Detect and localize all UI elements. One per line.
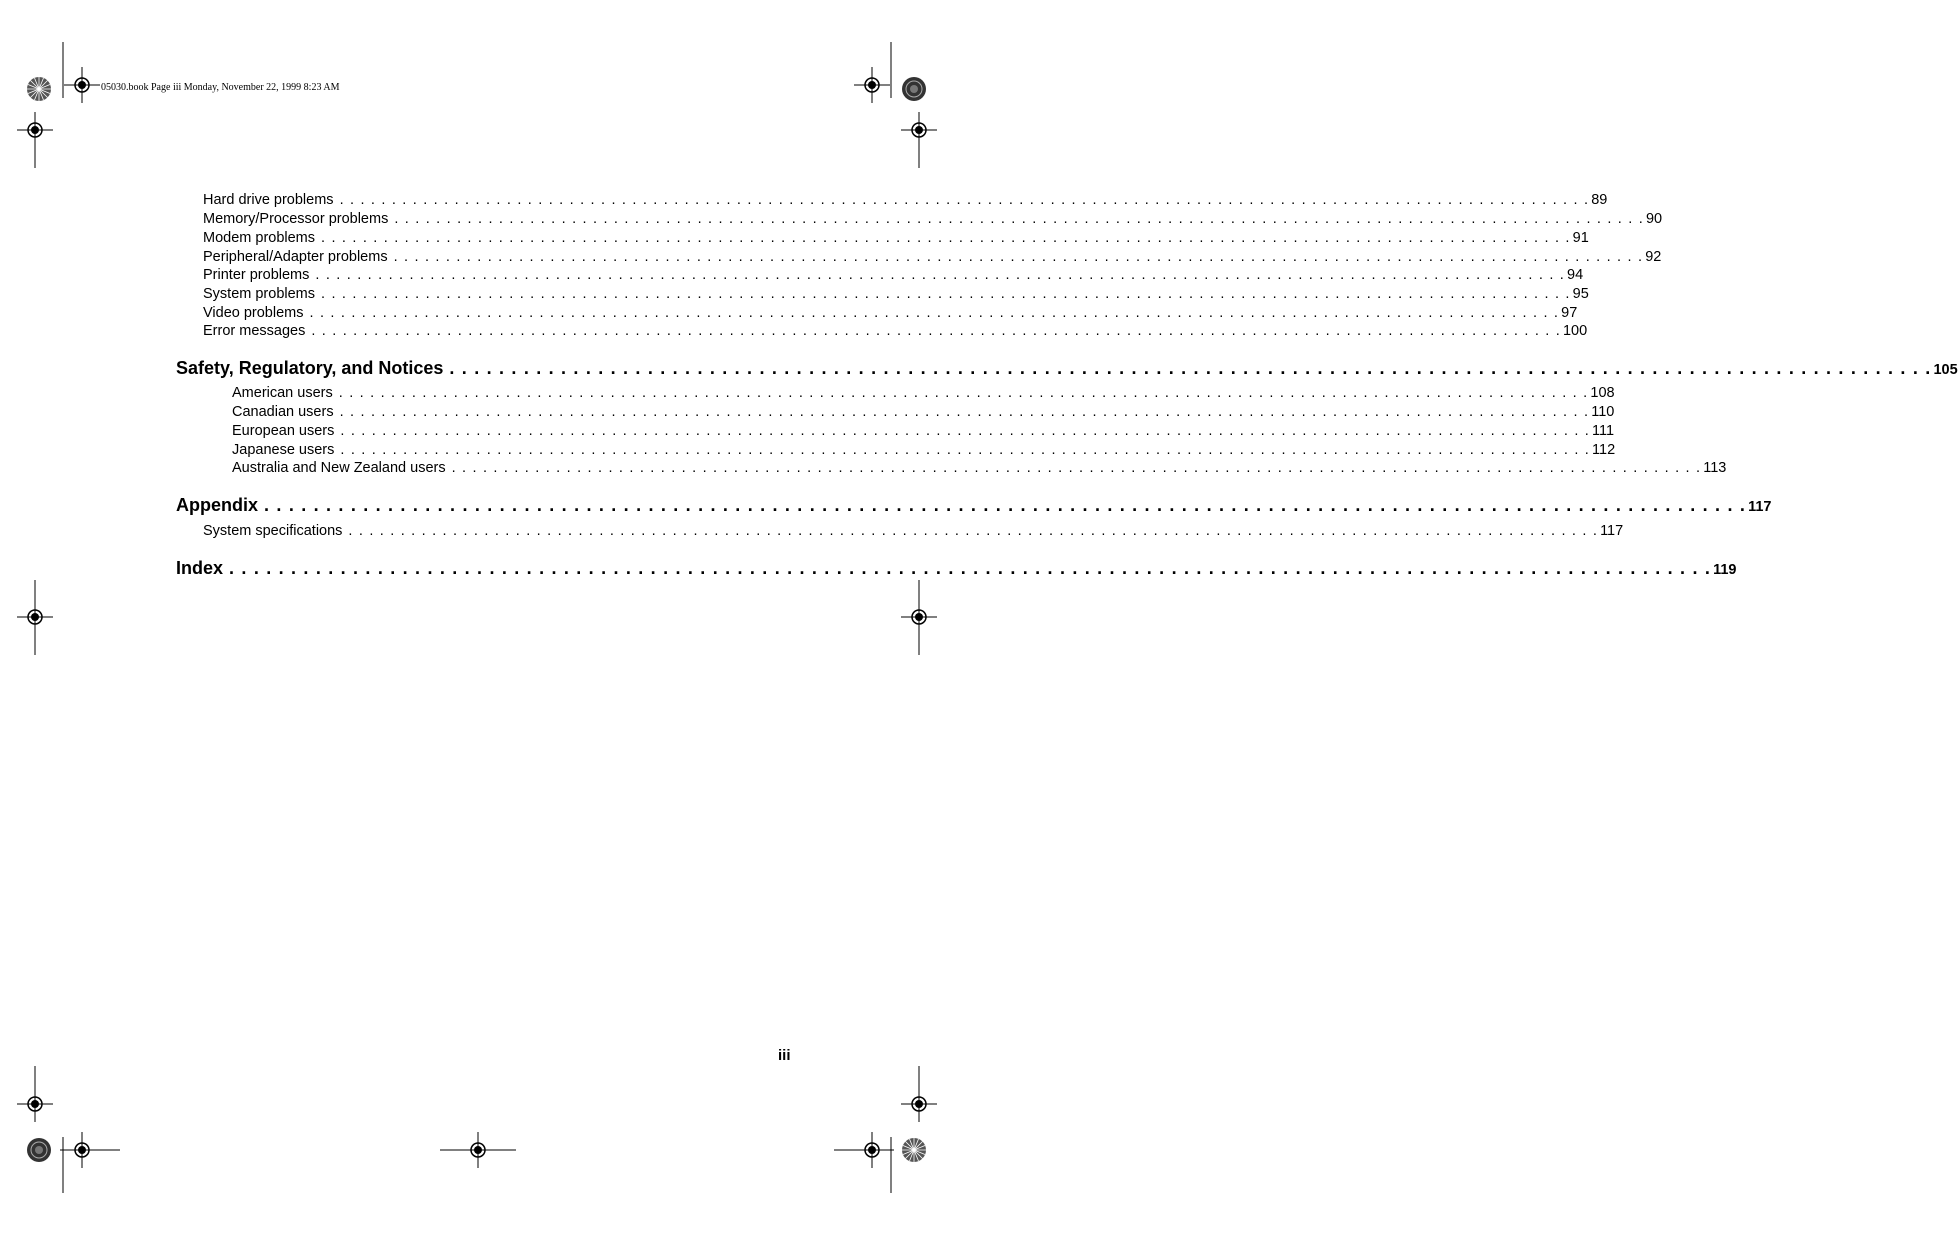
toc-entry-page: 95 xyxy=(1572,286,1589,302)
dot-leader: . . . . . . . . . . . . . . . . . . . . . . . . . . . . . . . . . . . . . . . . . . . . . . . . . . . . . . . . . . . . . . . . . . . . . . . . . . . . . . . . . . . . . . . . . . . . . . . . . . . . . . . . . . . . . . . . . . . . . . . . xyxy=(340,442,1591,458)
dot-leader: . . . . . . . . . . . . . . . . . . . . . . . . . . . . . . . . . . . . . . . . . . . . . . . . . . . . . . . . . . . . . . . . . . . . . . . . . . . . . . . . . . . . . . . . . . . . . . . . . . . . . . . . . . . . . . . . . . . . . . . . xyxy=(338,385,1589,401)
toc-entry-page: 100 xyxy=(1562,323,1588,339)
dot-leader: . . . . . . . . . . . . . . . . . . . . . . . . . . . . . . . . . . . . . . . . . . . . . . . . . . . . . . . . . . . . . . . . . . . . . . . . . . . . . . . . . . . . . . . . . . . . . . . . . . . . . . . . . . . . . . . . . . . . . . . . xyxy=(229,558,1712,578)
dot-leader: . . . . . . . . . . . . . . . . . . . . . . . . . . . . . . . . . . . . . . . . . . . . . . . . . . . . . . . . . . . . . . . . . . . . . . . . . . . . . . . . . . . . . . . . . . . . . . . . . . . . . . . . . . . . . . . . . . . . . . . . xyxy=(348,523,1599,539)
toc-entry-page: 119 xyxy=(1713,562,1737,578)
dot-leader: . . . . . . . . . . . . . . . . . . . . . . . . . . . . . . . . . . . . . . . . . . . . . . . . . . . . . . . . . . . . . . . . . . . . . . . . . . . . . . . . . . . . . . . . . . . . . . . . . . . . . . . . . . . . . . . . . . . . . . . . xyxy=(321,286,1571,302)
registration-mark-icon xyxy=(15,1084,55,1124)
page-folio: iii xyxy=(778,1047,791,1064)
toc-entry-label: Safety, Regulatory, and Notices xyxy=(176,358,444,378)
header-slug: 05030.book Page iii Monday, November 22, 1999 8:23 AM xyxy=(101,82,340,93)
star-target-icon xyxy=(901,76,927,102)
crop-marks xyxy=(0,0,954,1235)
toc-entry-label: Appendix xyxy=(176,495,259,515)
toc-entry-page: 92 xyxy=(1645,249,1662,265)
toc-entry-page: 94 xyxy=(1567,267,1584,283)
toc-entry-label: Modem problems xyxy=(203,230,316,246)
star-target-icon xyxy=(26,1137,52,1163)
toc-entry-label: Error messages xyxy=(203,323,306,339)
toc-entry-page: 113 xyxy=(1703,460,1727,476)
registration-mark-icon xyxy=(15,597,55,637)
star-target-icon xyxy=(901,1137,927,1163)
toc-entry-page: 105 xyxy=(1933,362,1958,378)
registration-mark-icon xyxy=(832,1130,912,1170)
registration-mark-icon xyxy=(899,110,939,150)
dot-leader: . . . . . . . . . . . . . . . . . . . . . . . . . . . . . . . . . . . . . . . . . . . . . . . . . . . . . . . . . . . . . . . . . . . . . . . . . . . . . . . . . . . . . . . . . . . . . . . . . . . . . . . . . . . . . . . . . . . . . . . . xyxy=(339,404,1590,420)
registration-mark-icon xyxy=(62,65,102,105)
toc-entry-label: European users xyxy=(232,423,335,439)
toc-entry-page: 110 xyxy=(1591,404,1615,420)
toc-entry-page: 117 xyxy=(1600,523,1624,539)
toc-entry-label: Japanese users xyxy=(232,442,335,458)
toc-entry-label: Memory/Processor problems xyxy=(203,211,389,227)
toc-entry-page: 97 xyxy=(1561,305,1578,321)
toc-entry-label: Video problems xyxy=(203,305,304,321)
toc-entry-label: Printer problems xyxy=(203,267,310,283)
toc-entry-page: 108 xyxy=(1590,385,1615,401)
registration-mark-icon xyxy=(899,1084,939,1124)
registration-mark-icon xyxy=(15,110,55,150)
dot-leader: . . . . . . . . . . . . . . . . . . . . . . . . . . . . . . . . . . . . . . . . . . . . . . . . . . . . . . . . . . . . . . . . . . . . . . . . . . . . . . . . . . . . . . . . . . . . . . . . . . . . . . . . . . . . . . . . . . . . . . . . xyxy=(311,323,1561,339)
dot-leader: . . . . . . . . . . . . . . . . . . . . . . . . . . . . . . . . . . . . . . . . . . . . . . . . . . . . . . . . . . . . . . . . . . . . . . . . . . . . . . . . . . . . . . . . . . . . . . . . . . . . . . . . . . . . . . . . . . . . . . . . xyxy=(340,423,1591,439)
dot-leader: . . . . . . . . . . . . . . . . . . . . . . . . . . . . . . . . . . . . . . . . . . . . . . . . . . . . . . . . . . . . . . . . . . . . . . . . . . . . . . . . . . . . . . . . . . . . . . . . . . . . . . . . . . . . . . . . . . . . . . . . xyxy=(449,358,1932,378)
toc-entry-label: Canadian users xyxy=(232,404,334,420)
dot-leader: . . . . . . . . . . . . . . . . . . . . . . . . . . . . . . . . . . . . . . . . . . . . . . . . . . . . . . . . . . . . . . . . . . . . . . . . . . . . . . . . . . . . . . . . . . . . . . . . . . . . . . . . . . . . . . . . . . . . . . . . xyxy=(451,460,1702,476)
toc-entry-page: 111 xyxy=(1592,423,1615,439)
toc-entry-page: 91 xyxy=(1572,230,1589,246)
registration-mark-icon xyxy=(899,597,939,637)
toc-entry-page: 117 xyxy=(1748,499,1772,515)
toc-entry-label: American users xyxy=(232,385,333,401)
toc-entry-label: Index xyxy=(176,558,224,578)
dot-leader: . . . . . . . . . . . . . . . . . . . . . . . . . . . . . . . . . . . . . . . . . . . . . . . . . . . . . . . . . . . . . . . . . . . . . . . . . . . . . . . . . . . . . . . . . . . . . . . . . . . . . . . . . . . . . . . . . . . . . . . . xyxy=(339,192,1590,208)
registration-mark-icon xyxy=(852,65,892,105)
toc-entry-page: 89 xyxy=(1591,192,1608,208)
toc-entry-label: System problems xyxy=(203,286,316,302)
dot-leader: . . . . . . . . . . . . . . . . . . . . . . . . . . . . . . . . . . . . . . . . . . . . . . . . . . . . . . . . . . . . . . . . . . . . . . . . . . . . . . . . . . . . . . . . . . . . . . . . . . . . . . . . . . . . . . . . . . . . . . . . xyxy=(309,305,1560,321)
dot-leader: . . . . . . . . . . . . . . . . . . . . . . . . . . . . . . . . . . . . . . . . . . . . . . . . . . . . . . . . . . . . . . . . . . . . . . . . . . . . . . . . . . . . . . . . . . . . . . . . . . . . . . . . . . . . . . . . . . . . . . . . xyxy=(393,249,1644,265)
toc-entry-label: Peripheral/Adapter problems xyxy=(203,249,388,265)
dot-leader: . . . . . . . . . . . . . . . . . . . . . . . . . . . . . . . . . . . . . . . . . . . . . . . . . . . . . . . . . . . . . . . . . . . . . . . . . . . . . . . . . . . . . . . . . . . . . . . . . . . . . . . . . . . . . . . . . . . . . . . . xyxy=(394,211,1644,227)
registration-mark-icon xyxy=(42,1130,122,1170)
toc-entry-page: 112 xyxy=(1592,442,1616,458)
toc-entry-label: Hard drive problems xyxy=(203,192,334,208)
registration-mark-icon xyxy=(438,1130,518,1170)
dot-leader: . . . . . . . . . . . . . . . . . . . . . . . . . . . . . . . . . . . . . . . . . . . . . . . . . . . . . . . . . . . . . . . . . . . . . . . . . . . . . . . . . . . . . . . . . . . . . . . . . . . . . . . . . . . . . . . . . . . . . . . . xyxy=(321,230,1571,246)
toc-entry-label: Australia and New Zealand users xyxy=(232,460,446,476)
toc-entry-page: 90 xyxy=(1645,211,1663,227)
toc-entry-label: System specifications xyxy=(203,523,343,539)
dot-leader: . . . . . . . . . . . . . . . . . . . . . . . . . . . . . . . . . . . . . . . . . . . . . . . . . . . . . . . . . . . . . . . . . . . . . . . . . . . . . . . . . . . . . . . . . . . . . . . . . . . . . . . . . . . . . . . . . . . . . . . . xyxy=(315,267,1566,283)
dot-leader: . . . . . . . . . . . . . . . . . . . . . . . . . . . . . . . . . . . . . . . . . . . . . . . . . . . . . . . . . . . . . . . . . . . . . . . . . . . . . . . . . . . . . . . . . . . . . . . . . . . . . . . . . . . . . . . . . . . . . . . . xyxy=(264,495,1747,515)
star-target-icon xyxy=(26,76,52,102)
